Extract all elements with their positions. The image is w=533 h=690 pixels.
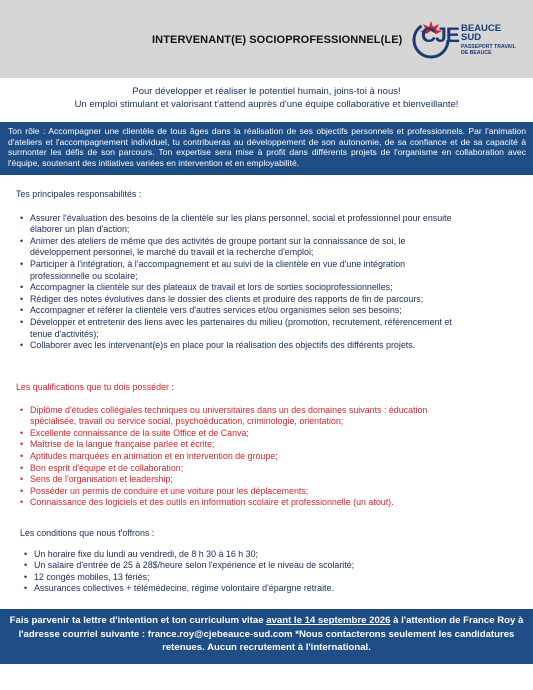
list-item: • Diplôme d'études collégiales techniques ou universitaires dans un des domaines suivants : éducation spécialisée, travail ou service social, psychoéducation, criminologie, orientation;: [16, 405, 456, 428]
list-item: • Assurer l'évaluation des besoins de la clientèle sur les plans personnel, social et professionnel pour ensuite élaborer un plan d'action;: [16, 213, 456, 236]
list-item: • Assurances collectives + télémédecine, régime volontaire d'épargne retraite.: [20, 583, 440, 595]
conditions-list: [20, 549, 440, 595]
intro-text: [0, 85, 533, 111]
logo-mark: CJE: [421, 24, 459, 47]
list-item: • Développer et entretenir des liens avec les partenaires du milieu (promotion, recrutement, référencement et tenue d'activités);: [16, 317, 456, 340]
list-item: • Bon esprit d'équipe et de collaboration;: [16, 463, 456, 475]
header-banner: [0, 0, 533, 78]
list-item: • 12 congés mobiles, 13 fériés;: [20, 572, 440, 584]
footer-text-1: Fais parvenir ta lettre d'intention et ton curriculum vitae: [9, 615, 267, 626]
conditions-heading: Les conditions que nous t'offrons :: [20, 528, 155, 538]
list-item: • Accompagner et référer la clientèle vers d'autres services et/ou organismes selon ses besoins;: [16, 305, 456, 317]
list-item: • Aptitudes marquées en animation et en intervention de groupe;: [16, 451, 456, 463]
list-item: • Un horaire fixe du lundi au vendredi, de 8 h 30 à 16 h 30;: [20, 549, 440, 561]
deadline: avant le 14 septembre 2026: [266, 615, 391, 626]
qualifications-heading: Les qualifications que tu dois posséder :: [16, 382, 174, 392]
application-instructions: [0, 609, 533, 664]
list-item: • Excellente connaissance de la suite Office et de Canva;: [16, 428, 456, 440]
responsibilities-heading: Tes principales responsabilités :: [16, 189, 142, 199]
logo-region: BEAUCE SUD: [461, 23, 502, 43]
footer-text-2: à l'attention de France Roy à l'adresse courriel suivante : france.roy@cjebeauce-sud.com *Nous contacterons seulement les candidatures retenues. Aucun recrutement à l'international.: [18, 615, 524, 653]
list-item: • Accompagner la clientèle sur des plateaux de travail et lors de sorties socioprofessionnelles;: [16, 282, 456, 294]
intro-line-2: Un emploi stimulant et valorisant t'attend auprès d'une équipe collaborative et bienveillante!: [74, 99, 459, 110]
role-description: Ton rôle : Accompagner une clientèle de tous âges dans la réalisation de ses objectifs personnels et professionnels. Par l'animation d'ateliers et l'accompagnement individuel, tu contribueras au développement de son autonomie, de sa confiance et de sa capacité à surmonter les défis de son parcours. Ton expertise sera mise à profit dans différents projets de l'organisme en collaboration avec l'équipe, soutenant des initiatives variées en intervention et en employabilité.: [0, 122, 533, 175]
list-item: • Participer à l'intégration, à l'accompagnement et au suivi de la clientèle en vue d'une intégration professionnelle ou scolaire;: [16, 259, 456, 282]
intro-line-1: Pour développer et réaliser le potentiel humain, joins-toi à nous!: [132, 86, 401, 97]
list-item: • Sens de l'organisation et leadership;: [16, 474, 456, 486]
qualifications-list: [16, 405, 456, 509]
list-item: • Maîtrise de la langue française parlée et écrite;: [16, 439, 456, 451]
conditions-section: [20, 528, 440, 595]
cje-logo: [411, 16, 523, 62]
page-title: INTERVENANT(E) SOCIOPROFESSIONNEL(LE): [152, 34, 403, 46]
list-item: • Connaissance des logiciels et des outils en information scolaire et professionnelle (un atout).: [16, 497, 456, 509]
logo-subtitle: PASSEPORT TRAVAIL DE BEAUCE: [461, 44, 516, 56]
responsibilities-list: [16, 213, 456, 352]
list-item: • Rédiger des notes évolutives dans le dossier des clients et produire des rapports de fin de parcours;: [16, 294, 456, 306]
responsibilities-section: [16, 189, 456, 352]
qualifications-section: [16, 382, 456, 509]
list-item: • Animer des ateliers de même que des activités de groupe portant sur la connaissance de soi, le développement personnel, le marché du travail et la recherche d'emploi;: [16, 236, 456, 259]
list-item: • Un salaire d'entrée de 25 à 28$/heure selon l'expérience et le niveau de scolarité;: [20, 560, 440, 572]
list-item: • Posséder un permis de conduire et une voiture pour les déplacements;: [16, 486, 456, 498]
list-item: • Collaborer avec les intervenant(e)s en place pour la réalisation des objectifs des différents projets.: [16, 340, 456, 352]
